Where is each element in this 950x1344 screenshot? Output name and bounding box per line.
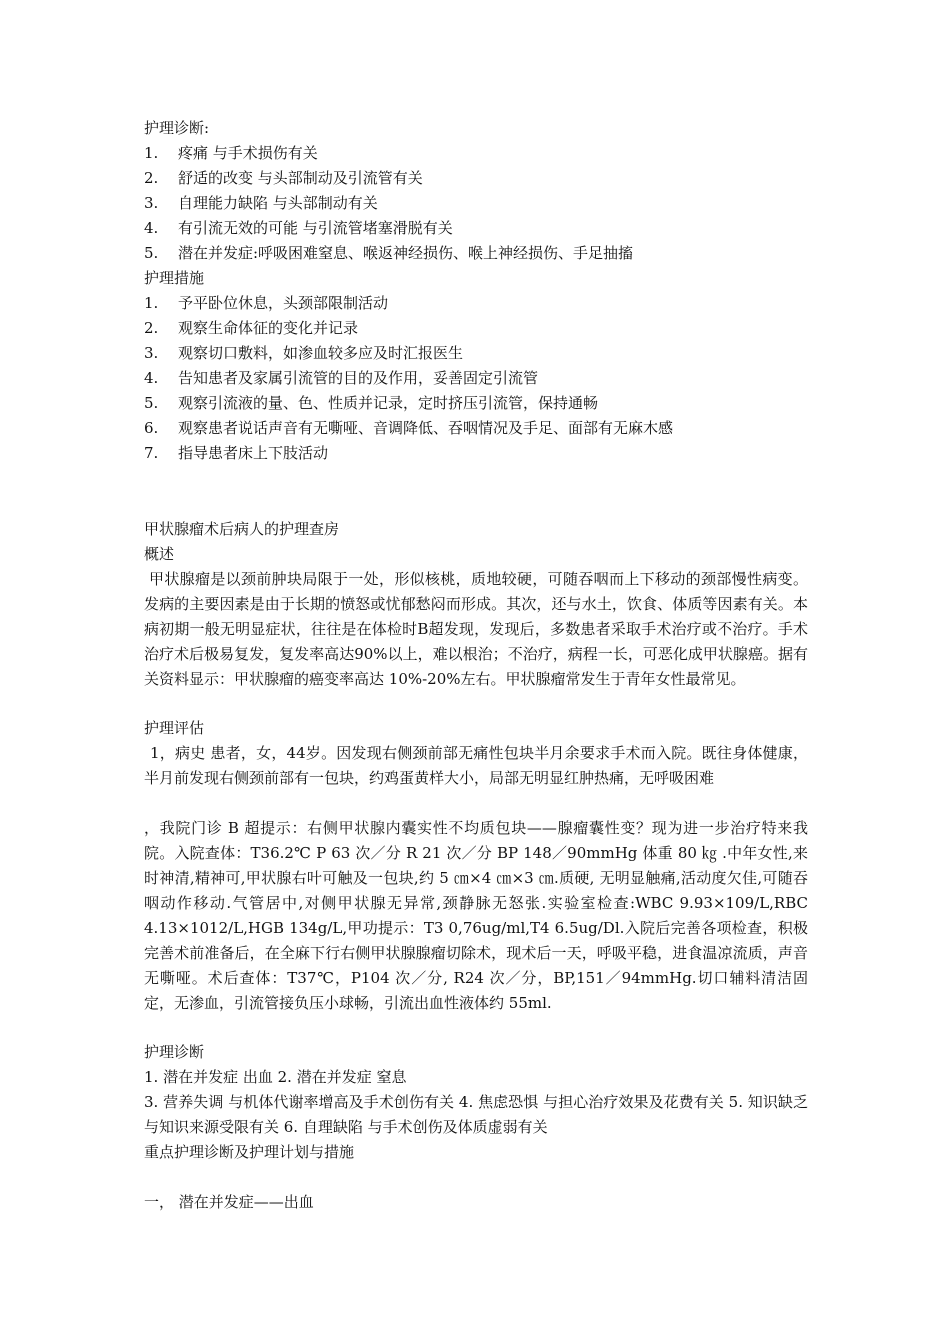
item-number: 2.: [144, 319, 159, 337]
measure-list-item: [144, 441, 328, 465]
complication-heading: 一， 潜在并发症——出血: [144, 1193, 314, 1211]
diagnosis-list-item: [144, 166, 423, 190]
item-number: 4.: [144, 369, 159, 387]
report-title: 甲状腺瘤术后病人的护理查房: [144, 520, 340, 538]
item-text: 观察引流液的量、色、性质并记录，定时挤压引流管，保持通畅: [178, 394, 599, 412]
section1-heading: 护理诊断:: [144, 119, 210, 137]
item-text: 予平卧位休息，头颈部限制活动: [178, 294, 389, 312]
item-number: 6.: [144, 419, 159, 437]
history-paragraph: 1，病史 患者，女，44岁。因发现右侧颈前部无痛性包块半月余要求手术而入院。既往身体健康，半月前发现右侧颈前部有一包块，约鸡蛋黄样大小，局部无明显红肿热痛，无呼吸困难: [144, 744, 808, 787]
item-text: 疼痛 与手术损伤有关: [178, 144, 318, 162]
item-number: 1.: [144, 294, 159, 312]
item-text: 告知患者及家属引流管的目的及作用，妥善固定引流管: [178, 369, 539, 387]
item-text: 潜在并发症:呼吸困难窒息、喉返神经损伤、喉上神经损伤、手足抽搐: [178, 244, 634, 262]
item-number: 5.: [144, 244, 159, 262]
item-number: 5.: [144, 394, 159, 412]
measure-list-item: [144, 366, 538, 390]
measure-list-item: [144, 391, 598, 415]
diagnosis-paragraph: 3. 营养失调 与机体代谢率增高及手术创伤有关 4. 焦虑恐惧 与担心治疗效果及花费有关 5. 知识缺乏 与知识来源受限有关 6. 自理缺陷 与手术创伤及体质虚弱有关: [144, 1093, 808, 1136]
diagnosis-list-item: [144, 216, 453, 240]
measure-list-item: [144, 416, 673, 440]
item-text: 指导患者床上下肢活动: [178, 444, 329, 462]
overview-heading: 概述: [144, 545, 175, 563]
item-number: 3.: [144, 194, 159, 212]
section2-heading: 护理措施: [144, 269, 205, 287]
item-number: 1.: [144, 144, 159, 162]
exam-paragraph: ，我院门诊 B 超提示：右侧甲状腺内囊实性不均质包块——腺瘤囊性变？现为进一步治疗特来我院。入院查体：T36.2℃ P 63 次／分 R 21 次／分 BP 148／90mmHg 体重 80 ㎏ .中年女性,来时神清,精神可,甲状腺右叶可触及一包块,约 5 ㎝×4 ㎝×3 ㎝.质硬, 无明显触痛,活动度欠佳,可随吞咽动作移动.气管居中,对侧甲状腺无异常,颈静脉无怒张.实验室检查:WBC 9.93×109/L,RBC 4.13×1012/L,HGB 134g/L,甲功提示：T3 0,76ug/ml,T4 6.5ug/Dl.入院后完善各项检查，积极完善术前准备后，在全麻下行右侧甲状腺腺瘤切除术，现术后一天，呼吸平稳，进食温凉流质，声音无嘶哑。术后查体：T37℃，P104 次／分, R24 次／分，BP,151／94mmHg.切口辅料清洁固定，无渗血，引流管接负压小球畅，引流出血性液体约 55ml.: [144, 819, 808, 1012]
measure-list-item: [144, 341, 463, 365]
item-text: 自理能力缺陷 与头部制动有关: [178, 194, 378, 212]
item-number: 2.: [144, 169, 159, 187]
diagnosis-list-item: [144, 241, 633, 265]
item-text: 观察切口敷料，如渗血较多应及时汇报医生: [178, 344, 464, 362]
item-number: 3.: [144, 344, 159, 362]
item-number: 4.: [144, 219, 159, 237]
diagnosis-heading: 护理诊断: [144, 1043, 205, 1061]
diagnosis-list-item: [144, 191, 378, 215]
item-text: 观察患者说话声音有无嘶哑、音调降低、吞咽情况及手足、面部有无麻木感: [178, 419, 674, 437]
plan-heading: 重点护理诊断及护理计划与措施: [144, 1143, 355, 1161]
measure-list-item: [144, 291, 388, 315]
item-text: 舒适的改变 与头部制动及引流管有关: [178, 169, 423, 187]
item-text: 观察生命体征的变化并记录: [178, 319, 359, 337]
diagnosis-line: 1. 潜在并发症 出血 2. 潜在并发症 窒息: [144, 1068, 407, 1086]
measure-list-item: [144, 316, 358, 340]
item-text: 有引流无效的可能 与引流管堵塞滑脱有关: [178, 219, 453, 237]
assessment-heading: 护理评估: [144, 719, 205, 737]
item-number: 7.: [144, 444, 159, 462]
overview-paragraph: 甲状腺瘤是以颈前肿块局限于一处，形似核桃，质地较硬，可随吞咽而上下移动的颈部慢性病变。发病的主要因素是由于长期的愤怒或忧郁愁闷而形成。其次，还与水土，饮食、体质等因素有关。本病初期一般无明显症状，往往是在体检时B超发现，发现后，多数患者采取手术治疗或不治疗。手术治疗术后极易复发，复发率高达90%以上，难以根治；不治疗，病程一长，可恶化成甲状腺癌。据有关资料显示：甲状腺瘤的癌变率高达 10%-20%左右。甲状腺瘤常发生于青年女性最常见。: [144, 570, 808, 688]
diagnosis-list-item: [144, 141, 318, 165]
